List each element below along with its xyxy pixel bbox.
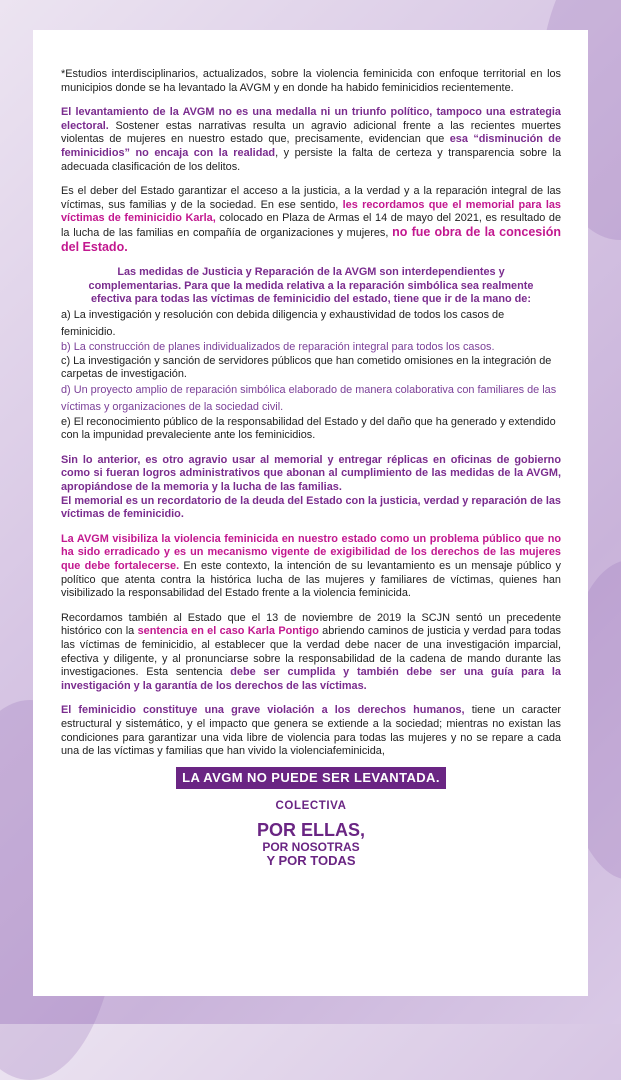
list-item: a) La investigación y resolución con debida diligencia y exhaustividad de todos los casos de feminicidio. — [61, 308, 505, 338]
list-item: b) La construcción de planes individualizados de reparación integral para todos los casos. — [61, 340, 495, 353]
body-text: En este contexto, la intención de su levantamiento es un mensaje público y político que atenta contra la histórica lucha de las mujeres y familiares de víctimas, quienes han visibilizado la responsabilidad del Estado frente a la violencia feminicida. — [61, 560, 561, 600]
list-item: d) Un proyecto amplio de reparación simbólica elaborado de manera colaborativa con familiares de las víctimas y organizaciones de la sociedad civil. — [61, 383, 557, 413]
highlight-text: debe ser cumplida y también debe ser una guía para la investigación y la garantía de los derechos de las víctimas. — [61, 666, 561, 692]
highlight-text: El levantamiento de la AVGM no es una medalla ni un triunfo político, tampoco una estrategia electoral. — [61, 106, 561, 132]
logo-line: Y POR TODAS — [266, 853, 356, 869]
paragraph-state-duty — [61, 185, 561, 255]
body-text: , y persiste la falta de certeza y transparencia sobre la adecuada clasificación de los delitos. — [61, 146, 561, 173]
paragraph-footnote: *Estudios interdisciplinarios, actualizados, sobre la violencia feminicida con enfoque territorial en los municipios donde se ha levantado la AVGM y en donde ha habido feminicidios recientemente. — [61, 68, 561, 94]
paragraph-human-rights — [61, 704, 561, 758]
body-text: Es el deber del Estado garantizar el acceso a la justicia, a la verdad y a la reparación integral de las víctimas, sus familias y de la sociedad. En ese sentido, — [61, 185, 561, 211]
paragraph-memorial-reminder: El memorial es un recordatorio de la deuda del Estado con la justicia, verdad y reparación de las víctimas de feminicidio. — [61, 494, 561, 521]
list-item: c) La investigación y sanción de servidores públicos que han cometido omisiones en la integración de carpetas de investigación. — [61, 354, 552, 381]
collective-label: COLECTIVA — [275, 799, 347, 812]
highlight-text: les recordamos que el memorial para las víctimas de feminicidio Karla, — [61, 198, 561, 225]
paragraph-measures: Las medidas de Justicia y Reparación de la AVGM son interdependientes y complementarias. Para que la medida relativa a la reparación simbólica sea realmente efectiva para todas las víctimas de feminicidio del estado, tiene que ir de la mano de: — [88, 266, 534, 306]
body-text: Sostener estas narrativas resulta un agravio adicional frente a las recientes muertes violentas de mujeres en nuestro estado que, precisamente, evidencian que — [61, 119, 561, 146]
body-text: tiene un caracter estructural y sistemático, y el impacto que genera se extiende a la sociedad; mientras no existan las condiciones para garantizar una vida libre de violencia para todas las mujeres y no se repare a cada una de las víctimas y familias que han vivido la violenciafeminicida, — [61, 704, 561, 758]
highlight-text: esa “disminución de feminicidios” no encaja con la realidad — [61, 133, 561, 159]
body-text: Recordamos también al Estado que el 13 de noviembre de 2019 la SCJN sentó un precedente histórico con la — [61, 611, 561, 638]
paragraph-avgm-not-medal — [61, 106, 561, 174]
paragraph-scjn-sentence — [61, 612, 561, 694]
paragraph-avgm-visibility — [61, 533, 561, 601]
logo-line: POR NOSOTRAS — [262, 840, 360, 855]
banner-wrapper — [61, 767, 561, 789]
body-text: colocado en Plaza de Armas el 14 de mayo del 2021, es resultado de la lucha de las familias en compañía de organizaciones y mujeres, — [61, 212, 561, 239]
highlight-text: no fue obra de la concesión del Estado. — [61, 224, 562, 254]
measures-list — [61, 307, 561, 443]
slogan-banner: LA AVGM NO PUEDE SER LEVANTADA. — [176, 767, 446, 789]
highlight-text: sentencia en el caso Karla Pontigo — [137, 625, 319, 638]
highlight-text: El feminicidio constituye una grave violación a los derechos humanos, — [61, 704, 465, 717]
body-text: abriendo caminos de justicia y verdad para todas las víctimas de feminicidio, al establecer que la verdad debe nacer de una investigación imparcial, efectiva y diligente, y al pronunciarse sobre la responsabilidad de la cadena de mando durante las investigaciones. Esta sentencia — [61, 625, 561, 679]
collective-logo — [61, 821, 561, 868]
document-page — [33, 30, 588, 996]
logo-line: POR ELLAS, — [256, 820, 365, 841]
paragraph-memorial-grievance: Sin lo anterior, es otro agravio usar al memorial y entregar réplicas en oficinas de gobierno como si fueran logros administrativos que abonan al cumplimiento de las medidas de la AVGM, apropiándose de la memoria y la lucha de las familias. — [61, 453, 561, 494]
highlight-text: La AVGM visibiliza la violencia feminicida en nuestro estado como un problema público que no ha sido erradicado y es un mecanismo vigente de exigibilidad de los derechos de las mujeres que debe fortalecerse. — [61, 532, 561, 573]
list-item: e) El reconocimiento público de la responsabilidad del Estado y del daño que ha generado y extendido con la impunidad prevaleciente ante los feminicidios. — [61, 415, 556, 442]
